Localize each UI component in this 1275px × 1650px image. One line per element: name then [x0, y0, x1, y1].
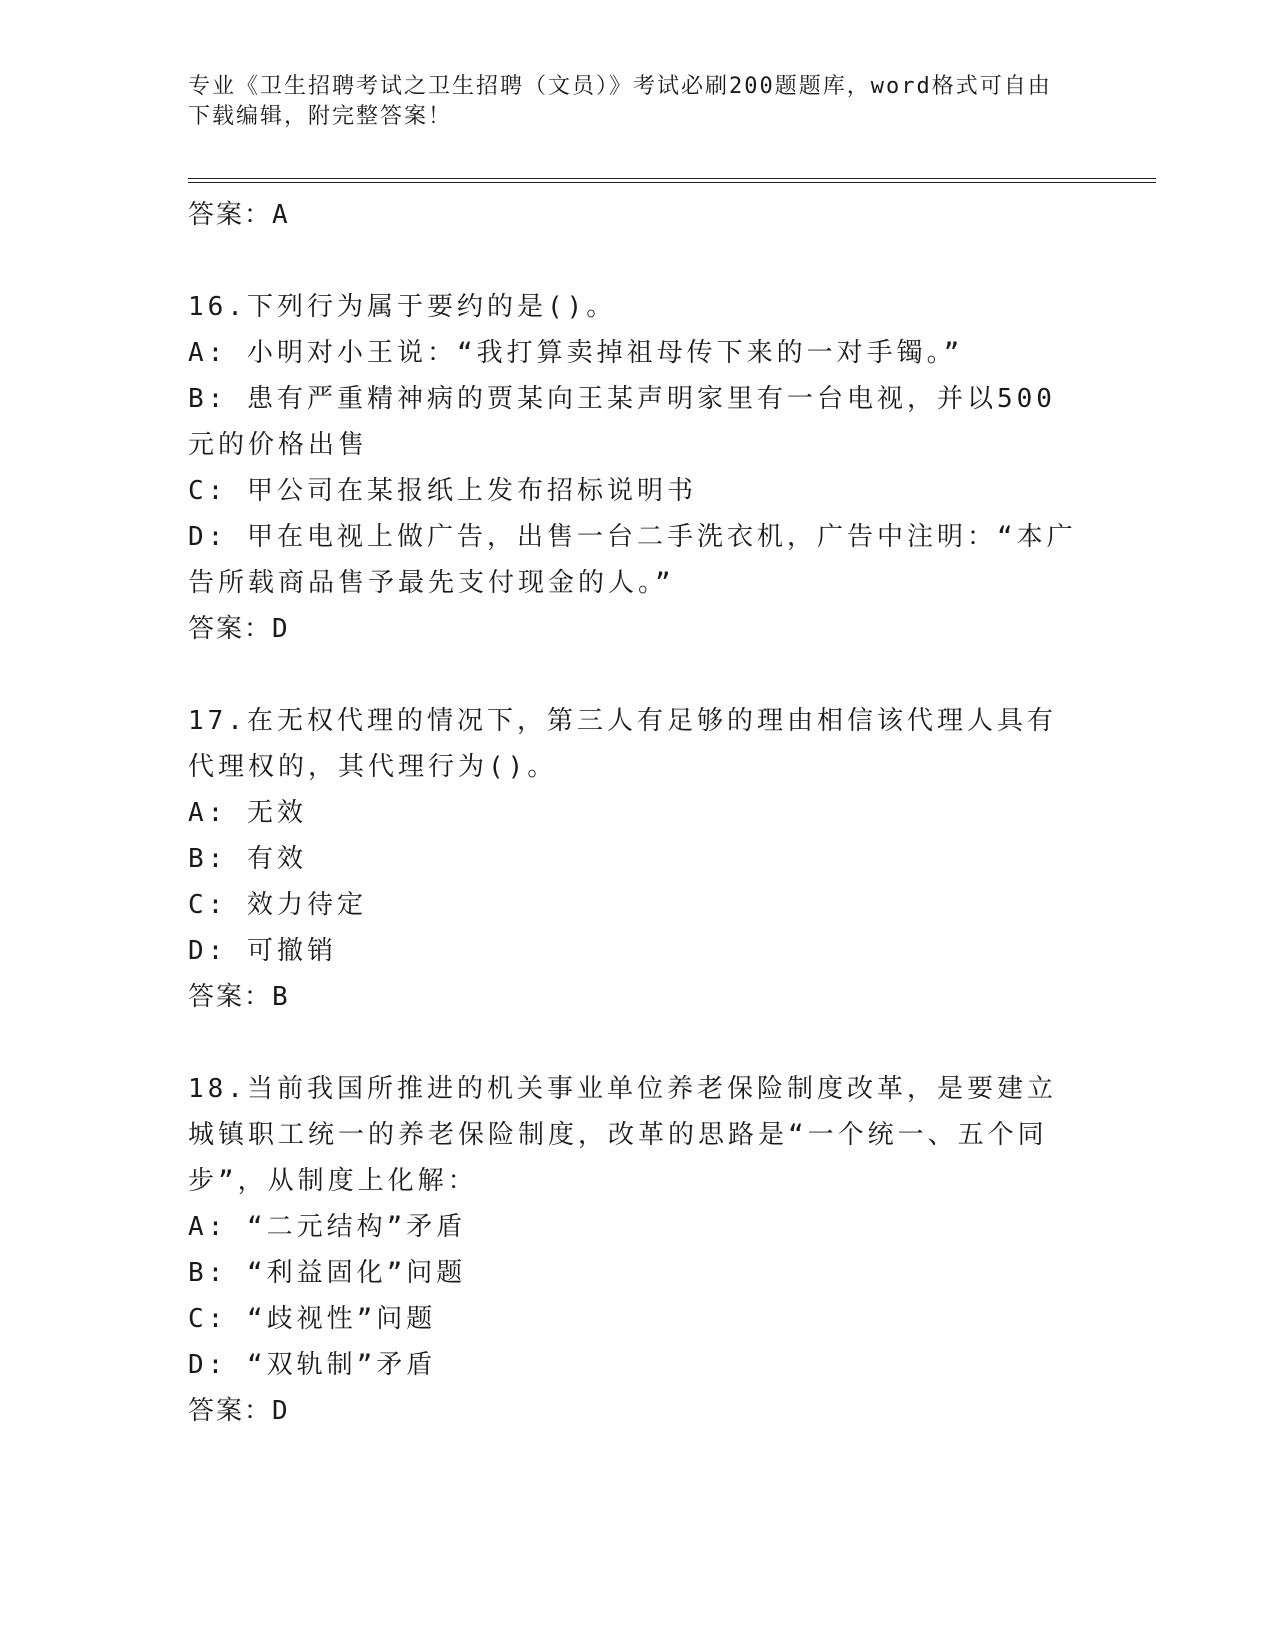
question-stem: 18.当前我国所推进的机关事业单位养老保险制度改革，是要建立城镇职工统一的养老保险制度，改革的思路是“一个统一、五个同步”，从制度上化解： [188, 1074, 1057, 1196]
answer-label: 答案： [188, 614, 273, 644]
option-b: B: 有效 [188, 844, 307, 874]
option-d: D: 甲在电视上做广告，出售一台二手洗衣机，广告中注明：“本广告所载商品售予最先支付现金的人。” [188, 522, 1077, 598]
spacer [188, 238, 1078, 284]
option-a: A: 无效 [188, 798, 307, 828]
answer-line [188, 192, 1078, 238]
document-body [188, 192, 1078, 1434]
spacer [188, 1020, 1078, 1066]
answer-line [188, 606, 1078, 652]
option-a: A: “二元结构”矛盾 [188, 1212, 467, 1242]
page-header: 专业《卫生招聘考试之卫生招聘（文员）》考试必刷200题题库，word格式可自由下载编辑，附完整答案！ [188, 74, 1052, 129]
option-b: B: “利益固化”问题 [188, 1258, 467, 1288]
spacer [188, 652, 1078, 698]
option-b: B: 患有严重精神病的贾某向王某声明家里有一台电视，并以500元的价格出售 [188, 384, 1056, 460]
answer-line [188, 974, 1078, 1020]
question-stem: 16.下列行为属于要约的是()。 [188, 292, 617, 322]
answer-label: 答案： [188, 982, 273, 1012]
option-c: C: 效力待定 [188, 890, 367, 920]
question-stem: 17.在无权代理的情况下，第三人有足够的理由相信该代理人具有代理权的，其代理行为()。 [188, 706, 1057, 782]
option-a: A: 小明对小王说：“我打算卖掉祖母传下来的一对手镯。” [188, 338, 964, 368]
option-d: D: “双轨制”矛盾 [188, 1350, 437, 1380]
answer-label: 答案： [188, 1396, 273, 1426]
answer-value: D [272, 1396, 290, 1426]
header-divider [188, 178, 1156, 183]
option-d: D: 可撤销 [188, 936, 337, 966]
option-c: C: “歧视性”问题 [188, 1304, 437, 1334]
answer-line [188, 1388, 1078, 1434]
option-c: C: 甲公司在某报纸上发布招标说明书 [188, 476, 697, 506]
question-block [188, 284, 1078, 652]
answer-label: 答案： [188, 200, 273, 230]
answer-value: B [272, 982, 290, 1012]
question-block [188, 698, 1078, 1020]
question-block [188, 1066, 1078, 1434]
answer-value: A [272, 200, 290, 230]
answer-value: D [272, 614, 290, 644]
